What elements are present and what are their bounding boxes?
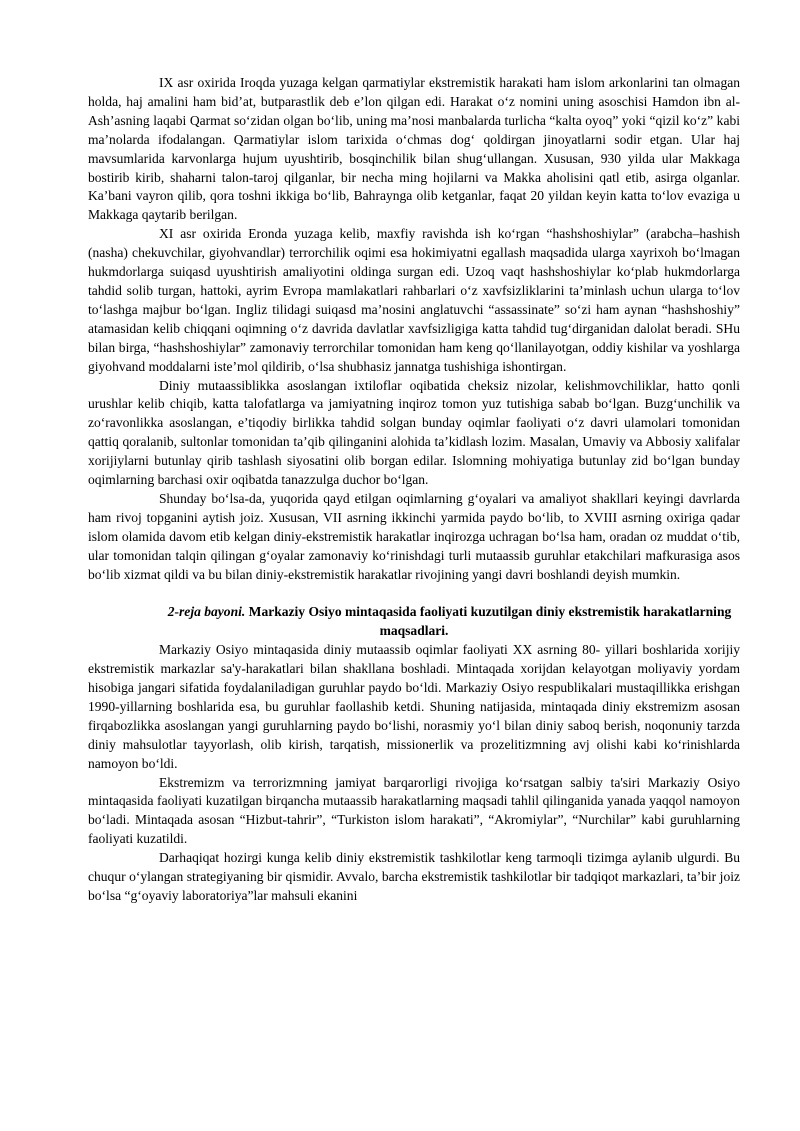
section-heading-title: Markaziy Osiyo mintaqasida faoliyati kuzutilgan diniy ekstremistik harakatlarning maqsadlari.: [245, 604, 732, 639]
paragraph-goyalar-rivoji: Shunday bo‘lsa-da, yuqorida qayd etilgan oqimlarning g‘oyalari va amaliyot shakllari keyingi davrlarda ham rivoj topganini aytish joiz. Xususan, VII asrning ikkinchi yarmida paydo bo‘lib, to XVIII asrning oxiriga qadar islom olamida davom etib kelgan diniy-ekstremistik harakatlar inqirozga uchragan bo‘lsa ham, oradan oz muddat o‘tib, ular tomonidan talqin qilingan g‘oyalar zamonaviy ko‘rinishdagi turli mutaassib guruhlar etakchilari mafkurasiga asos bo‘lib xizmat qildi va bu bilan diniy-ekstremistik harakatlar rivojining yangi davri boshlandi deyish mumkin.: [88, 490, 740, 582]
paragraph-qarmatiylar: IX asr oxirida Iroqda yuzaga kelgan qarmatiylar ekstremistik harakati ham islom arkonlarini tan olmagan holda, haj amalini ham bid’at, butparastlik deb e’lon qilgan edi. Harakat o‘z nomini uning asoschisi Hamdon ibn al-Ash’asning laqabi Qarmat so‘zidan olgan bo‘lib, uning ma’nosi manbalarda turlicha “kalta oyoq” yoki “qizil ko‘z” kabi ma’nolarda ifodalangan. Qarmatiylar islom tarixida o‘chmas dog‘ qoldirgan jinoyatlarni sodir etgan. Ular haj mavsumlarida karvonlarga hujum uyushtirib, bosqinchilik bilan shug‘ullangan. Xususan, 930 yilda ular Makkaga bostirib kirib, shaharni talon-taroj qilganlar, bir necha ming hojilarni va Makka aholisini qatl etib, asirga olganlar. Ka’bani vayron qilib, qora toshni ikkiga bo‘lib, Bahraynga olib ketganlar, faqat 20 yildan keyin katta to‘lov evaziga u Makkaga qaytarib berilgan.: [88, 75, 740, 223]
paragraph-tashkilotlar-tizimi: Darhaqiqat hozirgi kunga kelib diniy ekstremistik tashkilotlar keng tarmoqli tizimga aylanib ulgurdi. Bu chuqur o‘ylangan strategiyaning bir qismidir. Avvalo, barcha ekstremistik tashkilotlar bir tadqiqot markazlari, ta’bir joiz bo‘lsa “g‘oyaviy laboratoriya”lar mahsuli ekanini: [88, 850, 740, 903]
paragraph-mutaassiblik: Diniy mutaassiblikka asoslangan ixtiloflar oqibatida cheksiz nizolar, kelishmovchiliklar, hatto qonli urushlar kelib chiqib, katta talofatlarga va jamiyatning inqiroz tomon yuz tutishiga sabab bo‘lgan. Buzg‘unchilik va zo‘ravonlikka asoslangan, e’tiqodiy birlikka tahdid solgan bunday oqimlar faoliyati o‘z davri ulamolari tomonidan qattiq qoralanib, sultonlar tomonidan ta’qib qilinganini alohida ta’kidlash lozim. Masalan, Umaviy va Abbosiy xalifalar xorijiylarni butunlay qirib tashlash siyosatini olib borgan edilar. Islomning mohiyatiga butunlay zid bo‘lgan bunday oqimlarning barchasi oxir oqibatda tanazzulga duchor bo‘lgan.: [88, 377, 740, 488]
paragraph-hashshoshiylar: XI asr oxirida Eronda yuzaga kelib, maxfiy ravishda ish ko‘rgan “hashshoshiylar” (arabcha–hashish (nasha) chekuvchilar, giyohvandlar) terrorchilik oqimi esa hokimiyatni egallash maqsadida ularga xayrixoh bo‘lmagan hukmdorlarga suiqasd uyushtirish amaliyotini oldinga surgan edi. Uzoq vaqt hashshoshiylar ko‘plab hukmdorlarga tahdid solib turgan, hattoki, ayrim Evropa mamlakatlari rahbarlari o‘z xavfsizliklarini ta’minlash uchun ularga to‘lov to‘lashga majbur bo‘lgan. Ingliz tilidagi suiqasd ma’nosini anglatuvchi “assassinate” so‘zi ham aynan “hashshoshiy” atamasidan kelib chiqqani oqimning o‘z davrida davlatlar xavfsizligiga katta tahdid tug‘dirganidan dalolat beradi. SHu bilan birga, “hashshoshiylar” zamonaviy terrorchilar tomonidan ham keng qo‘llanilayotgan, oddiy kishilar va yoshlarga giyohvand moddalarni iste’mol qildirib, o‘lsa shubhasiz jannatga tushishiga ishontirgan.: [88, 226, 740, 374]
paragraph-ekstremizm-tasiri: Ekstremizm va terrorizmning jamiyat barqarorligi rivojiga ko‘rsatgan salbiy ta'siri Markaziy Osiyo mintaqasida faoliyati kuzatilgan birqancha mutaassib harakatlarning maqsadi tahlil qilinganida yanada yaqqol namoyon bo‘ladi. Mintaqada asosan “Hizbut-tahrir”, “Turkiston islom harakati”, “Akromiylar”, “Nurchilar” kabi guruhlarning faoliyati kuzatildi.: [88, 774, 740, 847]
blank-line: [88, 584, 740, 603]
document-page: [88, 74, 740, 906]
paragraph-markaziy-osiyo: Markaziy Osiyo mintaqasida diniy mutaassib oqimlar faoliyati XX asrning 80- yillari boshlarida xorijiy ekstremistik markazlar sa'y-harakatlari bilan shakllana boshladi. Mintaqada xorijdan kelayotgan moliyaviy yordam hisobiga jangari sifatida foydalaniladigan guruhlar paydo bo‘ldi. Markaziy Osiyo respublikalari mustaqillikka erishgan 1990-yillarning boshlarida esa, bu guruhlar faollashib ketdi. Shuning natijasida, mintaqada diniy ekstremizm asosan firqabozlikka asoslangan yangi guruhlarning paydo bo‘lishi, norasmiy yo‘l bilan diniy saboq berish, noqonuniy tarzda diniy mahsulotlar tayyorlash, olib kirish, tarqatish, missionerlik va prozelitizmning avj olishi kabi ko‘rinishlarda namoyon bo‘ldi.: [88, 642, 740, 771]
section-heading-label: 2-reja bayoni.: [167, 604, 246, 620]
section-heading: [88, 603, 740, 641]
